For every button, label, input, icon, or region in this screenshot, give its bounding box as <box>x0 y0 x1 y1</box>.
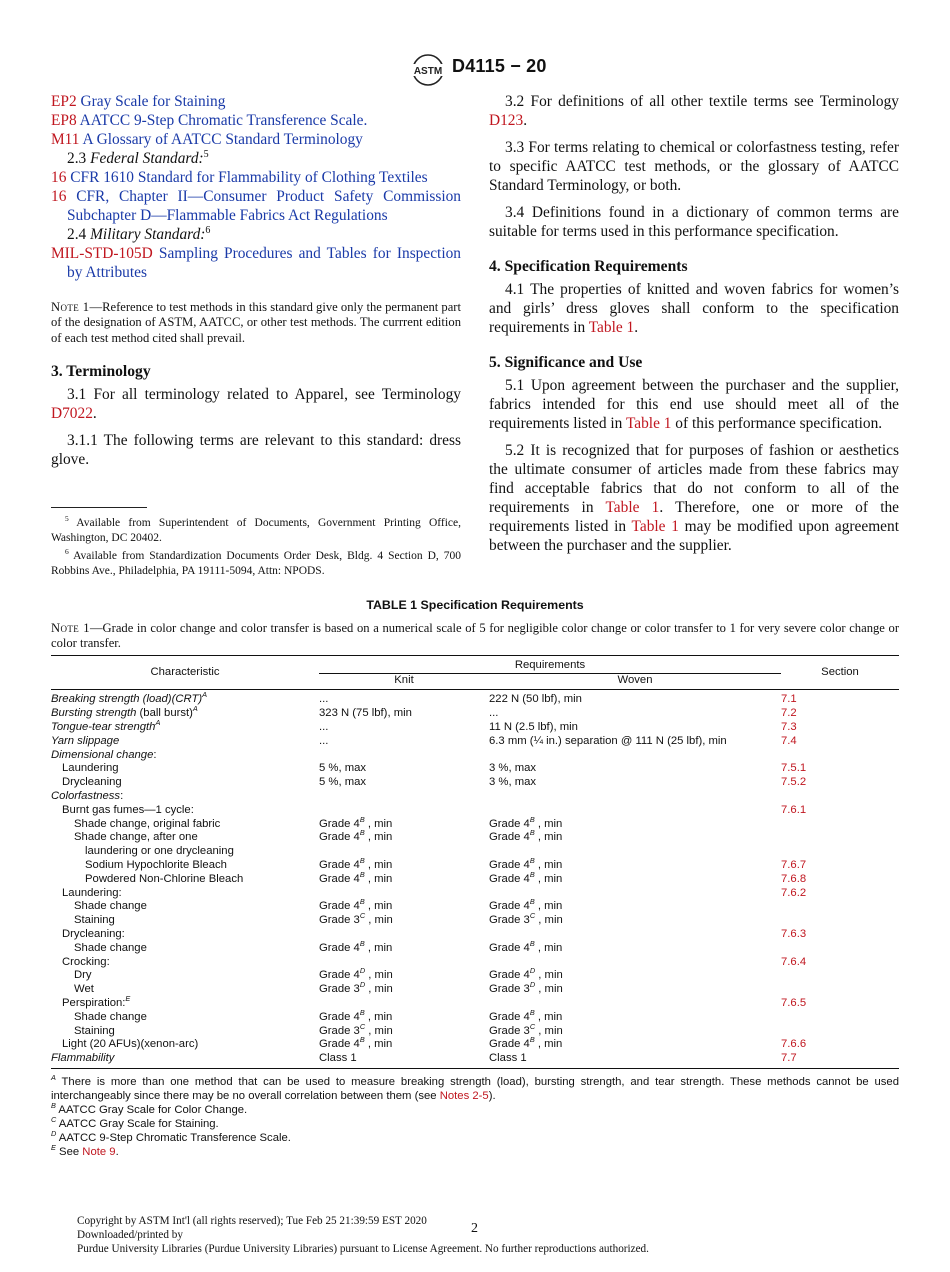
document-id: D4115 − 20 <box>452 56 547 76</box>
table-row <box>51 762 899 776</box>
cell-characteristic: Tongue-tear strength$^A$ <box>51 718 161 733</box>
cell-section-link <box>781 983 899 997</box>
cell-woven: Class 1 <box>489 1052 527 1065</box>
table-note: Note 1—Grade in color change and color transfer is based on a numerical scale of 5 for negligible color change or color transfer to 1 for very severe color change or color transfer. <box>51 621 900 651</box>
cell-section-link[interactable]: 7.6.7 <box>781 858 807 871</box>
cell-section-link <box>781 818 899 832</box>
reference-title[interactable]: CFR 1610 Standard for Flammability of Clothing Textiles <box>70 169 428 186</box>
cell-knit: ... <box>319 734 329 747</box>
link-table-1[interactable]: Table 1 <box>588 319 635 336</box>
section-3-heading: 3. Terminology <box>51 363 151 381</box>
footer-downloaded: Downloaded/printed by <box>77 1229 183 1242</box>
table-row <box>51 1038 899 1052</box>
table-footnote-e: $^E$ See Note 9. <box>51 1143 119 1158</box>
subsection-federal-standard: 2.3 Federal Standard:$^5$ <box>67 148 209 167</box>
cell-characteristic: Flammability <box>51 1052 115 1065</box>
cell-woven: Grade $4^B$ , min <box>489 1007 563 1023</box>
table-row <box>51 790 899 804</box>
cell-characteristic: Staining <box>74 1024 115 1037</box>
cell-woven: 11 N (2.5 lbf), min <box>489 721 578 733</box>
cell-knit: 323 N (75 lbf), min <box>319 707 412 720</box>
cell-characteristic: Laundering <box>62 762 119 775</box>
cell-section-link <box>781 942 899 956</box>
cell-characteristic: Sodium Hypochlorite Bleach <box>85 858 227 871</box>
table-row <box>51 859 899 873</box>
cell-woven: Grade $4^D$ , min <box>489 966 563 982</box>
cell-section-link[interactable]: 7.4 <box>781 734 797 747</box>
table-footnotes <box>51 1075 899 1159</box>
cell-section-link[interactable]: 7.6.4 <box>781 955 807 968</box>
table-row <box>51 804 899 818</box>
cell-woven: Grade $3^C$ , min <box>489 1021 563 1037</box>
cell-knit: ... <box>319 693 329 706</box>
table-row <box>51 721 899 735</box>
table-footnote-a: $^A$ There is more than one method that can be used to measure breaking strength (load), bursting strength, and tear strength. These methods cannot be used interchangeably since there may be no overall correlation between them (see Notes 2-5). <box>51 1073 899 1102</box>
cell-section-link[interactable]: 7.6.2 <box>781 886 807 899</box>
cell-section-link[interactable]: 7.6.5 <box>781 996 807 1009</box>
link-d123[interactable]: D123 <box>489 112 524 129</box>
header-knit: Knit <box>394 673 414 686</box>
reference-m11[interactable] <box>51 130 461 149</box>
astm-logo-icon <box>408 53 448 87</box>
table-row <box>51 997 899 1011</box>
cell-woven: 3 %, max <box>489 776 537 789</box>
cell-section-link[interactable]: 7.5.1 <box>781 762 807 775</box>
reference-code[interactable]: M11 <box>51 131 80 148</box>
cell-section-link[interactable]: 7.3 <box>781 721 797 733</box>
cell-characteristic: Burnt gas fumes—1 cycle: <box>62 803 194 816</box>
paragraph-3-3: 3.3 For terms relating to chemical or colorfastness testing, refer to specific AATCC test methods, or the glossary of AATCC Standard Terminology, or both. <box>489 139 899 194</box>
cell-woven: Grade $3^D$ , min <box>489 980 563 996</box>
header-characteristic: Characteristic <box>150 665 220 678</box>
cell-section-link <box>781 749 899 763</box>
paragraph-5-1: 5.1 Upon agreement between the purchaser and the supplier, fabrics intended for this end use should meet all of the requirements listed in Table 1 of this performance specification. <box>489 377 899 432</box>
cell-knit: Class 1 <box>319 1052 357 1065</box>
specification-table <box>51 655 899 1069</box>
cell-knit: Grade $4^B$ , min <box>319 938 393 954</box>
cell-woven: Grade $4^B$ , min <box>489 856 563 871</box>
cell-knit: Grade $3^C$ , min <box>319 911 393 927</box>
reference-title[interactable]: AATCC 9-Step Chromatic Transference Scale. <box>79 112 368 129</box>
cell-characteristic: Colorfastness: <box>51 789 124 802</box>
cell-characteristic: Yarn slippage <box>51 734 120 747</box>
table-row <box>51 776 899 790</box>
reference-title[interactable]: A Glossary of AATCC Standard Terminology <box>82 131 363 148</box>
reference-title[interactable]: CFR, Chapter II—Consumer Product Safety Commission Subchapter D—Flammable Fabrics Act Regulations <box>67 188 461 224</box>
cell-characteristic: Dimensional change: <box>51 748 157 761</box>
table-body <box>51 690 899 1069</box>
table-row <box>51 690 899 707</box>
paragraph-4-1: 4.1 The properties of knitted and woven fabrics for women’s and girls’ dress gloves shall conform to the specification requirements in Table 1. <box>489 281 899 336</box>
table-row <box>51 818 899 832</box>
cell-characteristic: Dry <box>74 969 92 982</box>
cell-section-link <box>781 790 899 804</box>
cell-section-link[interactable]: 7.7 <box>781 1052 797 1065</box>
cell-section-link[interactable]: 7.1 <box>781 693 797 706</box>
cell-characteristic: Breaking strength (load)(CRT)$^A$ <box>51 690 207 706</box>
table-1-block <box>51 598 899 1159</box>
cell-woven: 6.3 mm (¼ in.) separation @ 111 N (25 lbf), min <box>489 734 727 747</box>
table-title: TABLE 1 Specification Requirements <box>366 598 584 612</box>
cell-knit <box>319 749 489 763</box>
table-row <box>51 900 899 914</box>
header-woven: Woven <box>617 673 653 686</box>
cell-knit: Grade $4^D$ , min <box>319 966 393 982</box>
paragraph-3-2: 3.2 For definitions of all other textile terms see Terminology D123. <box>489 93 899 129</box>
left-column <box>51 92 461 581</box>
cell-characteristic: Shade change, after one laundering or one drycleaning <box>74 831 234 858</box>
cell-woven: Grade $4^B$ , min <box>489 938 563 954</box>
reference-title[interactable]: Gray Scale for Staining <box>80 93 226 110</box>
cell-woven <box>489 790 781 804</box>
cell-woven: 222 N (50 lbf), min <box>489 693 582 706</box>
table-row <box>51 735 899 749</box>
cell-knit: Grade $3^C$ , min <box>319 1021 393 1037</box>
header-requirements: Requirements <box>319 659 781 674</box>
cell-knit: Grade $4^B$ , min <box>319 814 393 830</box>
table-row <box>51 707 899 721</box>
table-row <box>51 873 899 887</box>
cell-woven: 3 %, max <box>489 762 537 775</box>
cell-characteristic: Bursting strength (ball burst)$^A$ <box>51 704 198 720</box>
reference-code[interactable]: EP2 <box>51 93 77 110</box>
cell-characteristic: Laundering: <box>62 886 122 899</box>
cell-section-link <box>781 900 899 914</box>
reference-ep2[interactable] <box>51 92 461 111</box>
cell-woven: Grade $4^B$ , min <box>489 870 563 885</box>
note-1: Note 1—Reference to test methods in this standard give only the permanent part of the designation of ASTM, AATCC, or other test methods. The currrent edition of each test method cited shall prevail. <box>51 300 462 345</box>
reference-ep8[interactable] <box>51 111 461 130</box>
cell-knit <box>319 997 489 1011</box>
paragraph-5-2: 5.2 It is recognized that for purposes of fashion or aesthetics the ultimate consumer of articles made from these fabrics may find acceptable fabrics that do not conform to all of the requirements in Table 1. Therefore, one or more of the requirements listed in Table 1 may be modified upon agreement between the purchaser and the supplier. <box>489 442 899 554</box>
cell-characteristic: Shade change <box>74 941 147 954</box>
cell-section-link[interactable]: 7.6.8 <box>781 872 807 885</box>
cell-knit: Grade $4^B$ , min <box>319 1007 393 1023</box>
cell-knit <box>319 790 489 804</box>
cell-characteristic: Crocking: <box>62 955 110 968</box>
reference-code[interactable]: EP8 <box>51 112 77 129</box>
cell-knit: Grade $4^B$ , min <box>319 856 393 871</box>
cell-characteristic: Powdered Non-Chlorine Bleach <box>85 872 244 885</box>
footnote-divider <box>51 507 147 508</box>
reference-title[interactable]: Sampling Procedures and Tables for Inspection by Attributes <box>67 245 461 281</box>
reference-mil-std-105d[interactable] <box>51 244 461 282</box>
table-row <box>51 914 899 928</box>
table-row <box>51 956 899 970</box>
cell-section-link <box>781 969 899 983</box>
cell-section-link <box>781 1011 899 1025</box>
cell-characteristic: Wet <box>74 983 94 996</box>
cell-section-link[interactable]: 7.2 <box>781 707 797 720</box>
cell-characteristic: Perspiration:$^E$ <box>62 994 131 1009</box>
table-row <box>51 969 899 983</box>
cell-knit: Grade $4^B$ , min <box>319 870 393 885</box>
link-note-9[interactable]: Note 9 <box>82 1145 116 1158</box>
table-row <box>51 942 899 956</box>
cell-knit: Grade $3^D$ , min <box>319 980 393 996</box>
table-row <box>51 1011 899 1025</box>
reference-code[interactable]: 16 <box>51 188 67 205</box>
page-number: 2 <box>471 1221 478 1236</box>
cell-section-link <box>781 914 899 928</box>
section-4-heading: 4. Specification Requirements <box>489 258 688 275</box>
paragraph-3-4: 3.4 Definitions found in a dictionary of common terms are suitable for terms used in this performance specification. <box>489 204 899 240</box>
cell-woven: Grade $3^C$ , min <box>489 911 563 927</box>
link-table-1[interactable]: Table 1 <box>625 415 672 432</box>
cell-section-link <box>781 831 899 859</box>
cell-characteristic: Shade change <box>74 1010 147 1023</box>
cell-knit: Grade $4^B$ , min <box>319 1035 393 1051</box>
cell-woven: ... <box>489 707 499 720</box>
cell-characteristic: Light (20 AFUs)(xenon-arc) <box>62 1038 199 1051</box>
table-row <box>51 928 899 942</box>
cell-characteristic: Shade change, original fabric <box>74 817 221 830</box>
reference-cfr-1610[interactable] <box>51 168 461 187</box>
right-column <box>489 92 899 563</box>
cell-knit: ... <box>319 721 329 733</box>
table-footnote-b: $^B$ AATCC Gray Scale for Color Change. <box>51 1101 248 1116</box>
link-notes-2-5[interactable]: Notes 2-5 <box>439 1089 489 1102</box>
link-d7022[interactable]: D7022 <box>51 405 93 423</box>
footer-license: Purdue University Libraries (Purdue University Libraries) pursuant to License Agreement. No further reproductions authorized. <box>77 1243 649 1256</box>
cell-section-link[interactable]: 7.6.6 <box>781 1038 807 1051</box>
cell-characteristic: Drycleaning: <box>62 927 125 940</box>
link-table-1[interactable]: Table 1 <box>631 518 679 535</box>
table-row <box>51 831 899 859</box>
subsection-military-standard: 2.4 Military Standard:$^6$ <box>67 224 211 243</box>
cell-woven: Grade $4^B$ , min <box>489 828 563 844</box>
table-row <box>51 887 899 901</box>
footnote-6: $^6$ Available from Standardization Documents Order Desk, Bldg. 4 Section D, 700 Robbins Ave., Philadelphia, PA 19111-5094, Attn: NPODS. <box>51 546 461 577</box>
footer-copyright: Copyright by ASTM Int'l (all rights reserved); Tue Feb 25 21:39:59 EST 2020 <box>77 1215 427 1227</box>
table-row <box>51 749 899 763</box>
reference-code[interactable]: 16 <box>51 169 67 186</box>
cell-knit <box>319 928 489 942</box>
cell-woven <box>489 749 781 763</box>
paragraph-3-1: 3.1 For all terminology related to Apparel, see Terminology D7022. <box>51 386 461 423</box>
cell-knit: Grade $4^B$ , min <box>319 828 393 844</box>
link-table-1[interactable]: Table 1 <box>605 499 660 516</box>
cell-woven: Grade $4^B$ , min <box>489 814 563 830</box>
table-footnote-d: $^D$ AATCC 9-Step Chromatic Transference Scale. <box>51 1129 291 1144</box>
cell-woven: Grade $4^B$ , min <box>489 897 563 913</box>
table-row <box>51 983 899 997</box>
cell-woven: Grade $4^B$ , min <box>489 1035 563 1051</box>
reference-cfr-chapter-ii[interactable] <box>51 187 461 225</box>
footnote-5: $^5$ Available from Superintendent of Documents, Government Printing Office, Washington, DC 20402. <box>51 514 461 545</box>
paragraph-3-1-1: 3.1.1 The following terms are relevant to this standard: dress glove. <box>51 432 461 469</box>
cell-characteristic: Drycleaning <box>62 776 122 789</box>
cell-section-link[interactable]: 7.5.2 <box>781 776 807 789</box>
table-row <box>51 1025 899 1039</box>
table-row <box>51 1052 899 1068</box>
cell-knit <box>319 887 489 901</box>
cell-knit: Grade $4^B$ , min <box>319 897 393 913</box>
astm-logo-text: ASTM <box>413 66 443 77</box>
cell-knit <box>319 804 489 818</box>
cell-section-link[interactable]: 7.6.1 <box>781 803 807 816</box>
cell-section-link[interactable]: 7.6.3 <box>781 927 807 940</box>
header-section: Section <box>821 665 859 678</box>
cell-knit <box>319 956 489 970</box>
reference-code[interactable]: MIL-STD-105D <box>51 245 153 262</box>
table-footnote-c: $^C$ AATCC Gray Scale for Staining. <box>51 1115 219 1130</box>
section-5-heading: 5. Significance and Use <box>489 354 643 371</box>
cell-knit: 5 %, max <box>319 776 367 789</box>
cell-knit: 5 %, max <box>319 762 367 775</box>
cell-characteristic: Staining <box>74 914 115 927</box>
cell-characteristic: Shade change <box>74 900 147 913</box>
cell-section-link <box>781 1025 899 1039</box>
